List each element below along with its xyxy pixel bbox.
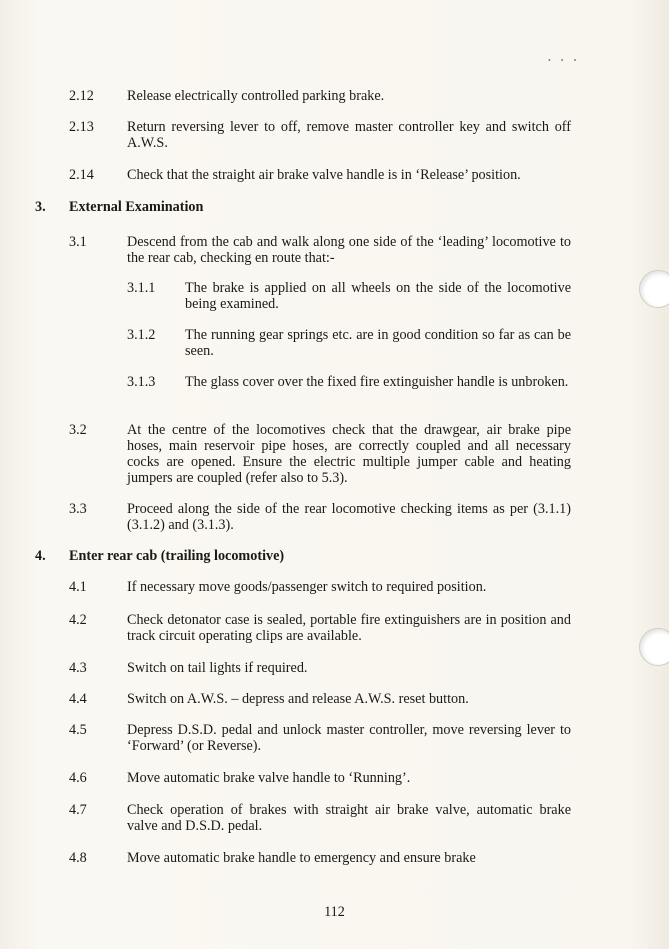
item-number: 4. [35,548,46,564]
punch-hole-bottom [639,628,669,666]
item-number: 4.4 [69,691,87,707]
item-number: 3.1.2 [127,327,156,343]
item-number: 2.12 [69,88,94,104]
item-number: 4.8 [69,850,87,866]
print-specks: ••• [548,56,587,65]
item-text: At the centre of the locomotives check that the drawgear, air brake pipe hoses, main reservoir pipe hoses, are correctly coupled and all necessary cocks are opened. Ensure the electric multiple jumper cable and heating jumpers are coupled (refer also to 5.3). [127,422,571,486]
item-number: 4.3 [69,660,87,676]
item-text: The running gear springs etc. are in good condition so far as can be seen. [185,327,571,359]
item-text: Check that the straight air brake valve handle is in ‘Release’ position. [127,167,521,183]
item-text: If necessary move goods/passenger switch to required position. [127,579,487,595]
item-text: Return reversing lever to off, remove master controller key and switch off A.W.S. [127,119,571,151]
item-number: 4.6 [69,770,87,786]
item-text: Switch on tail lights if required. [127,660,308,676]
item-number: 4.5 [69,722,87,738]
item-number: 4.1 [69,579,87,595]
item-text: Check operation of brakes with straight air brake valve, automatic brake valve and D.S.D. pedal. [127,802,571,834]
item-text: Check detonator case is sealed, portable fire extinguishers are in position and track circuit operating clips are available. [127,612,571,644]
item-text: The brake is applied on all wheels on the side of the locomotive being examined. [185,280,571,312]
item-text: Proceed along the side of the rear locomotive checking items as per (3.1.1) (3.1.2) and (3.1.3). [127,501,571,533]
item-text: Depress D.S.D. pedal and unlock master controller, move reversing lever to ‘Forward’ (or Reverse). [127,722,571,754]
item-number: 2.13 [69,119,94,135]
item-text: Move automatic brake valve handle to ‘Running’. [127,770,411,786]
item-number: 2.14 [69,167,94,183]
page-number: 112 [324,904,345,920]
item-number: 4.7 [69,802,87,818]
item-number: 3. [35,199,46,215]
item-number: 3.1.3 [127,374,156,390]
item-number: 3.1.1 [127,280,156,296]
item-text: The glass cover over the fixed fire extinguisher handle is unbroken. [185,374,569,390]
item-number: 3.3 [69,501,87,517]
item-number: 3.1 [69,234,87,250]
item-text: Release electrically controlled parking brake. [127,88,385,104]
item-number: 4.2 [69,612,87,628]
punch-hole-top [639,270,669,308]
item-text: External Examination [69,199,204,215]
item-text: Enter rear cab (trailing locomotive) [69,548,285,564]
item-text: Move automatic brake handle to emergency and ensure brake [127,850,476,866]
item-text: Descend from the cab and walk along one side of the ‘leading’ locomotive to the rear cab, checking en route that:- [127,234,571,266]
item-text: Switch on A.W.S. – depress and release A.W.S. reset button. [127,691,469,707]
item-number: 3.2 [69,422,87,438]
